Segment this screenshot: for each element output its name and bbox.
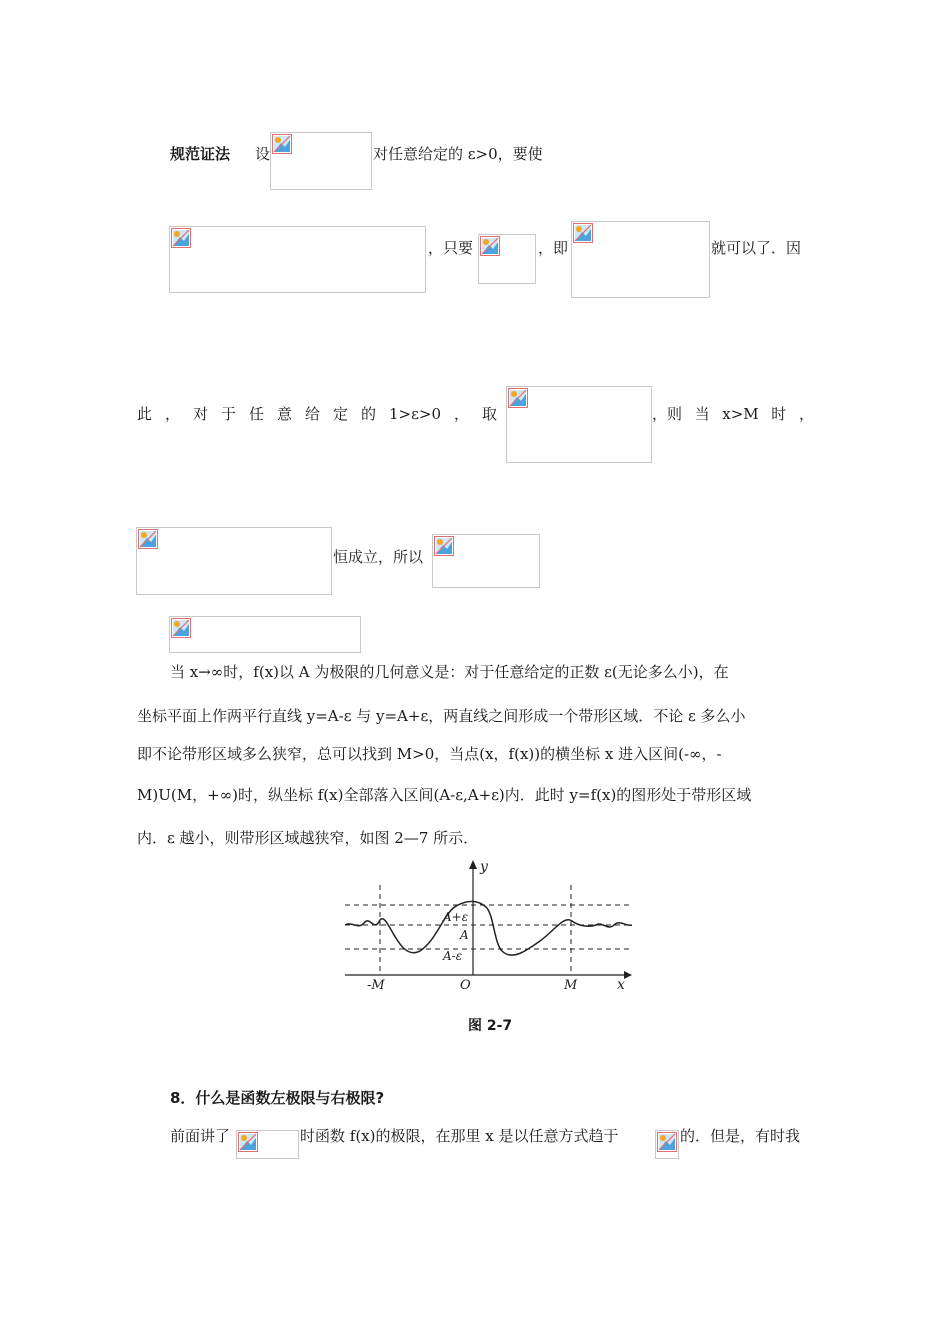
broken-image-icon [657,1132,677,1152]
broken-image-icon [171,618,191,638]
body-line: 当 x→∞时，f(x)以 A 为极限的几何意义是：对于任意给定的正数 ε(无论多么小)，在 [170,663,729,681]
word: 当 [694,405,710,423]
y-axis-arrow [469,860,477,869]
formula-image [432,534,540,588]
broken-image-icon [138,529,158,549]
formula-image [506,386,652,463]
tick-m: M [564,978,578,993]
label-a-plus: A+ε [443,910,469,924]
text-zhiyao: ，只要 [428,239,474,257]
y-axis-label: y [480,859,488,875]
justified-line-right [652,404,814,424]
section-heading: 8．什么是函数左极限与右极限? [170,1089,385,1107]
body-line: 即不论带形区域多么狭窄，总可以找到 M>0，当点(x，f(x))的横坐标 x 进入区间(-∞，- [137,745,722,763]
word: 的 [361,405,377,423]
formula-image [169,226,426,293]
word: 于 [221,405,237,423]
word: 对 [193,405,209,423]
word: 1>ε>0 [389,405,441,423]
formula-image [571,221,710,298]
text-ji: ，即 [538,239,569,257]
word: 取 [481,405,497,423]
word: x>M [722,405,759,423]
formula-image [270,132,372,190]
broken-image-icon [272,134,292,154]
figure-caption: 图 2-7 [468,1018,513,1034]
word: ， [798,405,814,423]
x-axis-label: x [617,977,625,993]
tick-origin: O [460,978,471,993]
label-a-minus: A-ε [443,949,463,963]
label-a: A [460,928,469,942]
text-jiukeyi: 就可以了．因 [711,239,802,257]
word: 任 [249,405,265,423]
text-mid: 时函数 f(x)的极限，在那里 x 是以任意方式趋于 [300,1127,619,1145]
broken-image-icon [434,536,454,556]
broken-image-icon [480,236,500,256]
body-line: 内．ε 越小，则带形区域越狭窄，如图 2—7 所示． [137,829,479,847]
broken-image-icon [238,1132,258,1152]
figure-2-7 [340,855,640,995]
formula-image [136,527,332,595]
text-hengchengli: 恒成立，所以 [333,548,424,566]
body-line: M)U(M，+∞)时，纵坐标 f(x)全部落入区间(A-ε,A+ε)内．此时 y=f(x)的图形处于带形区域 [137,786,752,804]
proof-heading: 规范证法 [170,145,231,163]
word: 此 [137,405,153,423]
formula-image [478,234,536,284]
word: ， [453,405,469,423]
text-end: 的．但是，有时我 [680,1127,801,1145]
word: 定 [333,405,349,423]
text-epsilon-condition: 对任意给定的 ε>0，要使 [373,145,543,163]
tick-neg-m: -M [367,978,385,993]
formula-image [655,1130,679,1159]
formula-image [236,1130,299,1159]
broken-image-icon [508,388,528,408]
limit-formula-image [169,616,361,653]
broken-image-icon [573,223,593,243]
body-line: 坐标平面上作两平行直线 y=A-ε 与 y=A+ε，两直线之间形成一个带形区域．不论 ε 多么小 [137,707,746,725]
word: ， [165,405,181,423]
broken-image-icon [171,228,191,248]
justified-line-left [137,404,497,424]
word: 意 [277,405,293,423]
text-she: 设 [255,145,271,163]
text-intro: 前面讲了 [170,1127,231,1145]
word: ，则 [652,405,683,423]
x-axis-arrow [624,971,632,979]
function-curve [345,901,632,955]
word: 时 [771,405,787,423]
word: 给 [305,405,321,423]
